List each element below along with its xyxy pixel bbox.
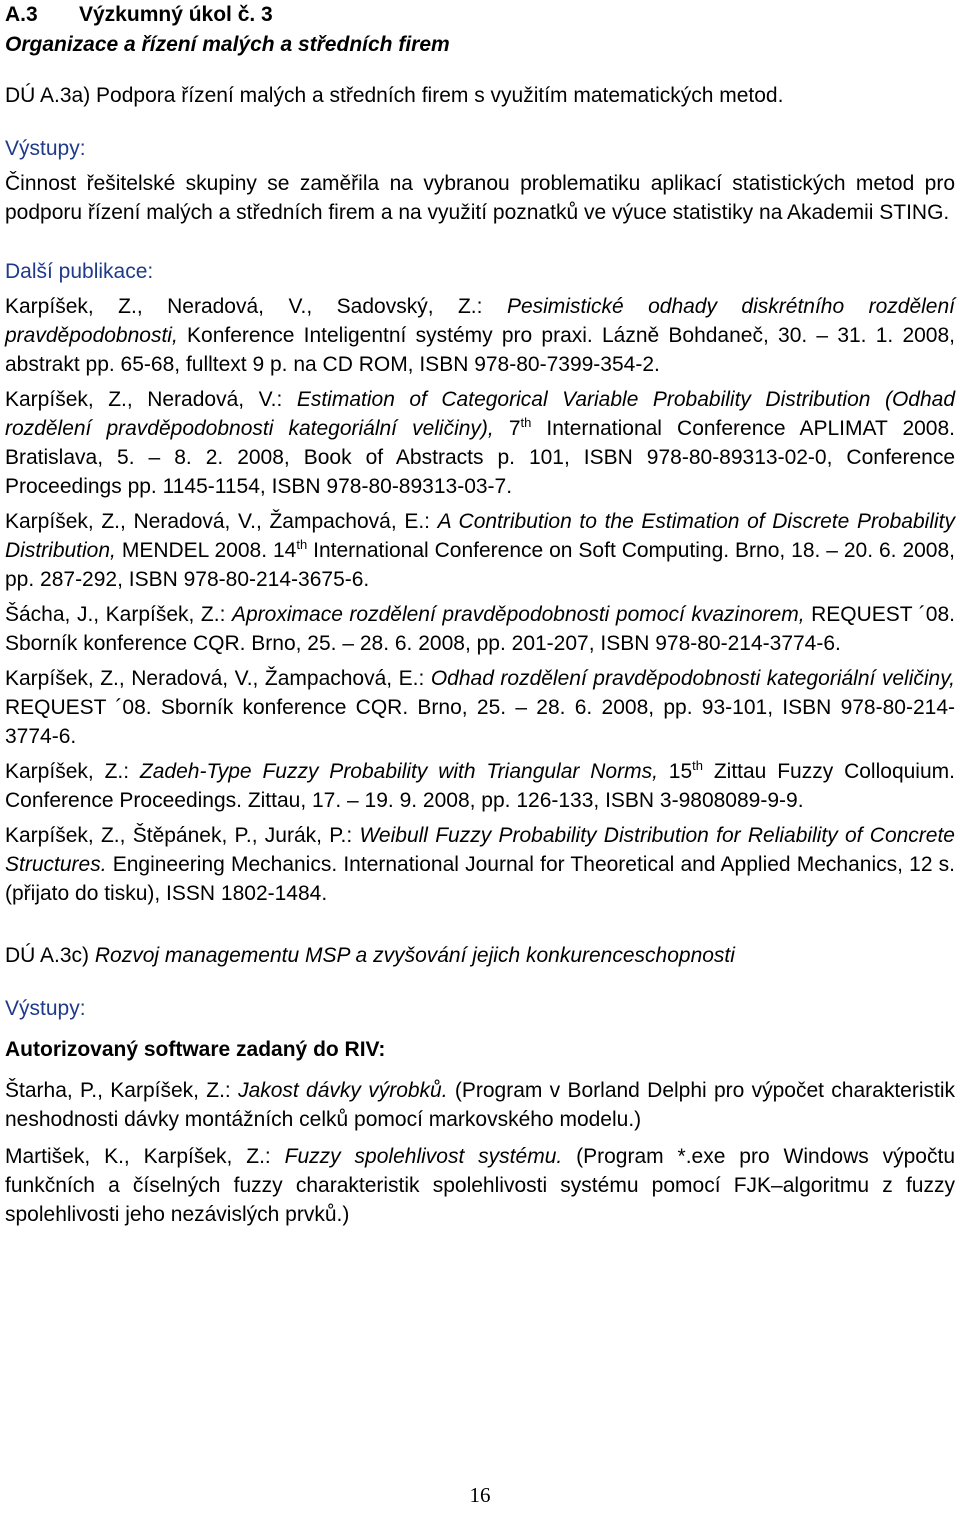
ordinal-suffix: th bbox=[692, 758, 703, 773]
document-page bbox=[5, 0, 955, 1229]
section-heading bbox=[5, 0, 955, 30]
software-label: Autorizovaný software zadaný do RIV: bbox=[5, 1038, 386, 1061]
heading-subtitle: Organizace a řízení malých a středních firem bbox=[5, 33, 450, 56]
publication-details: REQUEST ´08. Sborník konference CQR. Brno, 25. – 28. 6. 2008, pp. 93-101, ISBN 978-80-214-3774-6. bbox=[5, 696, 955, 748]
publication-item bbox=[5, 757, 955, 815]
publication-title: Aproximace rozdělení pravděpodobnosti pomocí kvazinorem, bbox=[232, 603, 805, 626]
software-item bbox=[5, 1076, 955, 1134]
publication-item bbox=[5, 664, 955, 751]
outputs-text: Činnost řešitelské skupiny se zaměřila na vybranou problematiku aplikací statistických metod pro podporu řízení malých a středních firem a na využití poznatků ve výuce statistiky na Akademii STING. bbox=[5, 172, 955, 224]
publication-authors: Karpíšek, Z.: bbox=[5, 760, 130, 783]
publication-item bbox=[5, 385, 955, 501]
publications-label: Další publikace: bbox=[5, 260, 154, 283]
publication-title: A Contribution to the Estimation of Discrete Probability Distribution, bbox=[5, 510, 955, 562]
publication-authors: Karpíšek, Z., Neradová, V., Žampachová, E.: bbox=[5, 667, 425, 690]
publication-item bbox=[5, 600, 955, 658]
software-title: Jakost dávky výrobků. bbox=[238, 1079, 448, 1102]
publication-title: Weibull Fuzzy Probability Distribution for Reliability of Concrete Structures. bbox=[5, 824, 955, 876]
publication-details: REQUEST ´08. Sborník konference CQR. Brno, 25. – 28. 6. 2008, pp. 201-207, ISBN 978-80-214-3774-6. bbox=[5, 603, 955, 655]
publication-details: Zittau Fuzzy Colloquium. Conference Proceedings. Zittau, 17. – 19. 9. 2008, pp. 126-133, ISBN 3-9808089-9-9. bbox=[5, 760, 955, 812]
software-title: Fuzzy spolehlivost systému. bbox=[284, 1145, 563, 1168]
publication-ordinal: 15 bbox=[657, 760, 693, 783]
publication-authors: Šácha, J., Karpíšek, Z.: bbox=[5, 603, 226, 626]
section1-label: DÚ A.3a) Podpora řízení malých a středních firem s využitím matematických metod. bbox=[5, 84, 784, 107]
software-authors: Štarha, P., Karpíšek, Z.: bbox=[5, 1079, 231, 1102]
publication-details: Engineering Mechanics. International Journal for Theoretical and Applied Mechanics, 12 s. (přijato do tisku), ISSN 1802-1484. bbox=[5, 853, 955, 905]
publication-item bbox=[5, 292, 955, 379]
publication-title: Pesimistické odhady diskrétního rozdělení pravděpodobnosti, bbox=[5, 295, 955, 347]
publication-title: Estimation of Categorical Variable Probability Distribution (Odhad rozdělení pravděpodobnosti kategoriální veličiny), bbox=[5, 388, 955, 440]
software-item bbox=[5, 1142, 955, 1229]
heading-number: A.3 bbox=[5, 3, 38, 26]
section2-prefix: DÚ A.3c) bbox=[5, 944, 90, 967]
publication-authors: Karpíšek, Z., Neradová, V.: bbox=[5, 388, 283, 411]
publication-item bbox=[5, 821, 955, 908]
page-number: 16 bbox=[469, 1483, 491, 1507]
publication-details: Konference Inteligentní systémy pro praxi. Lázně Bohdaneč, 30. – 31. 1. 2008, abstrakt pp. 65-68, fulltext 9 p. na CD ROM, ISBN 978-80-7399-354-2. bbox=[5, 324, 955, 376]
publication-title: Zadeh-Type Fuzzy Probability with Triangular Norms, bbox=[139, 760, 658, 783]
outputs-label-1: Výstupy: bbox=[5, 137, 86, 160]
publication-item bbox=[5, 507, 955, 594]
software-details: (Program *.exe pro Windows výpočtu funkčních a číselných fuzzy charakteristik spolehlivosti systému pomocí FJK–algoritmu z fuzzy spolehlivosti jeho nezávislých prvků.) bbox=[5, 1145, 955, 1226]
ordinal-suffix: th bbox=[296, 537, 308, 552]
publication-ordinal: MENDEL 2008. 14 bbox=[115, 539, 297, 562]
publication-authors: Karpíšek, Z., Neradová, V., Žampachová, E.: bbox=[5, 510, 430, 533]
publication-ordinal: 7 bbox=[493, 417, 521, 440]
publication-title: Odhad rozdělení pravděpodobnosti kategoriální veličiny, bbox=[430, 667, 955, 690]
ordinal-suffix: th bbox=[520, 415, 532, 430]
section2-title: Rozvoj managementu MSP a zvyšování jejich konkurenceschopnosti bbox=[94, 944, 735, 967]
heading-title: Výzkumný úkol č. 3 bbox=[79, 3, 273, 26]
publication-details: International Conference APLIMAT 2008. Bratislava, 5. – 8. 2. 2008, Book of Abstracts p. 101, ISBN 978-80-89313-02-0, Conference Proceedings pp. 1145-1154, ISBN 978-80-89313-03-7. bbox=[5, 417, 956, 498]
outputs-label-2: Výstupy: bbox=[5, 997, 86, 1020]
software-details: (Program v Borland Delphi pro výpočet charakteristik neshodnosti dávky montážních celků pomocí markovského modelu.) bbox=[5, 1079, 955, 1131]
software-authors: Martišek, K., Karpíšek, Z.: bbox=[5, 1145, 271, 1168]
publication-details: International Conference on Soft Computing. Brno, 18. – 20. 6. 2008, pp. 287-292, ISBN 978-80-214-3675-6. bbox=[5, 539, 955, 591]
publication-authors: Karpíšek, Z., Neradová, V., Sadovský, Z.: bbox=[5, 295, 483, 318]
section2-label bbox=[5, 941, 955, 970]
publication-authors: Karpíšek, Z., Štěpánek, P., Jurák, P.: bbox=[5, 824, 353, 847]
